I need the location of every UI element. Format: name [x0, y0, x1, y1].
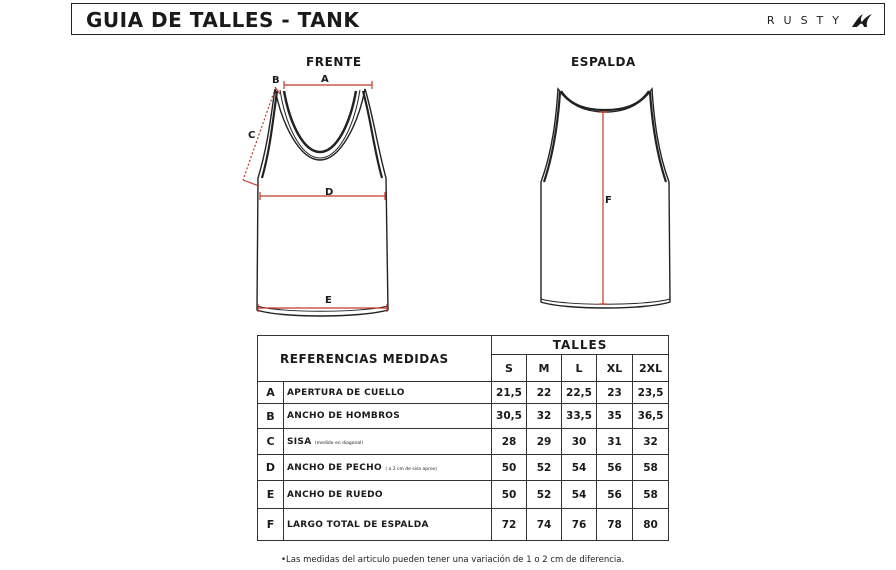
table-row [258, 455, 669, 481]
row-name-note: (medido en diagonal) [314, 440, 364, 446]
value-cell: 78 [597, 509, 633, 541]
value-cell: 72 [492, 509, 527, 541]
measure-label-e: E [325, 295, 332, 306]
ref-header: REFERENCIAS MEDIDAS [258, 336, 492, 382]
table-row [258, 509, 669, 541]
value-cell: 52 [527, 455, 562, 481]
measure-label-f: F [605, 195, 612, 206]
row-name-text: ANCHO DE RUEDO [287, 489, 383, 500]
size-header: S [492, 355, 527, 382]
row-code: B [258, 404, 284, 429]
measure-label-d: D [325, 187, 334, 198]
size-table-wrapper [257, 335, 668, 540]
value-cell: 54 [562, 481, 597, 509]
value-cell: 30 [562, 429, 597, 455]
value-cell: 30,5 [492, 404, 527, 429]
measure-label-a: A [321, 74, 329, 85]
table-row [258, 429, 669, 455]
rusty-wave-icon [850, 11, 874, 29]
row-code: F [258, 509, 284, 541]
measure-label-b: B [272, 75, 280, 86]
value-cell: 22,5 [562, 382, 597, 404]
value-cell: 50 [492, 455, 527, 481]
back-view-label: ESPALDA [571, 55, 636, 69]
row-code: C [258, 429, 284, 455]
row-name [284, 455, 492, 481]
size-header: XL [597, 355, 633, 382]
header-box [71, 3, 885, 35]
row-name-text: LARGO TOTAL DE ESPALDA [287, 519, 429, 530]
row-code: E [258, 481, 284, 509]
size-table [257, 335, 669, 541]
value-cell: 54 [562, 455, 597, 481]
value-cell: 28 [492, 429, 527, 455]
value-cell: 76 [562, 509, 597, 541]
value-cell: 21,5 [492, 382, 527, 404]
size-header: 2XL [633, 355, 669, 382]
value-cell: 31 [597, 429, 633, 455]
footnote: •Las medidas del articulo pueden tener una variación de 1 o 2 cm de diferencia. [281, 555, 625, 565]
front-view-label: FRENTE [306, 55, 362, 69]
value-cell: 22 [527, 382, 562, 404]
row-name [284, 382, 492, 404]
table-row [258, 481, 669, 509]
table-row [258, 404, 669, 429]
size-header: L [562, 355, 597, 382]
value-cell: 23,5 [633, 382, 669, 404]
row-name-text: ANCHO DE HOMBROS [287, 411, 401, 421]
size-header: M [527, 355, 562, 382]
value-cell: 50 [492, 481, 527, 509]
row-name [284, 481, 492, 509]
value-cell: 58 [633, 481, 669, 509]
value-cell: 56 [597, 455, 633, 481]
value-cell: 33,5 [562, 404, 597, 429]
row-name-text: SISA [287, 436, 312, 447]
measure-label-c: C [248, 130, 256, 141]
row-name [284, 509, 492, 541]
value-cell: 74 [527, 509, 562, 541]
row-name [284, 404, 492, 429]
value-cell: 52 [527, 481, 562, 509]
brand-logo [767, 10, 874, 30]
value-cell: 80 [633, 509, 669, 541]
page-title: GUIA DE TALLES - TANK [86, 8, 360, 32]
brand-name: RUSTY [766, 13, 848, 27]
row-code: D [258, 455, 284, 481]
value-cell: 35 [597, 404, 633, 429]
value-cell: 36,5 [633, 404, 669, 429]
table-row [258, 382, 669, 404]
value-cell: 29 [527, 429, 562, 455]
row-name-note: ( a 2 cm de sisa aprox) [385, 466, 437, 472]
value-cell: 23 [597, 382, 633, 404]
value-cell: 32 [633, 429, 669, 455]
front-tank-diagram [240, 70, 400, 330]
row-code: A [258, 382, 284, 404]
value-cell: 56 [597, 481, 633, 509]
value-cell: 32 [527, 404, 562, 429]
row-name [284, 429, 492, 455]
value-cell: 58 [633, 455, 669, 481]
front-tank-outline [257, 89, 388, 316]
row-name-text: ANCHO DE PECHO [287, 462, 382, 473]
sizes-header: TALLES [492, 336, 669, 355]
row-name-text: APERTURA DE CUELLO [287, 387, 405, 398]
